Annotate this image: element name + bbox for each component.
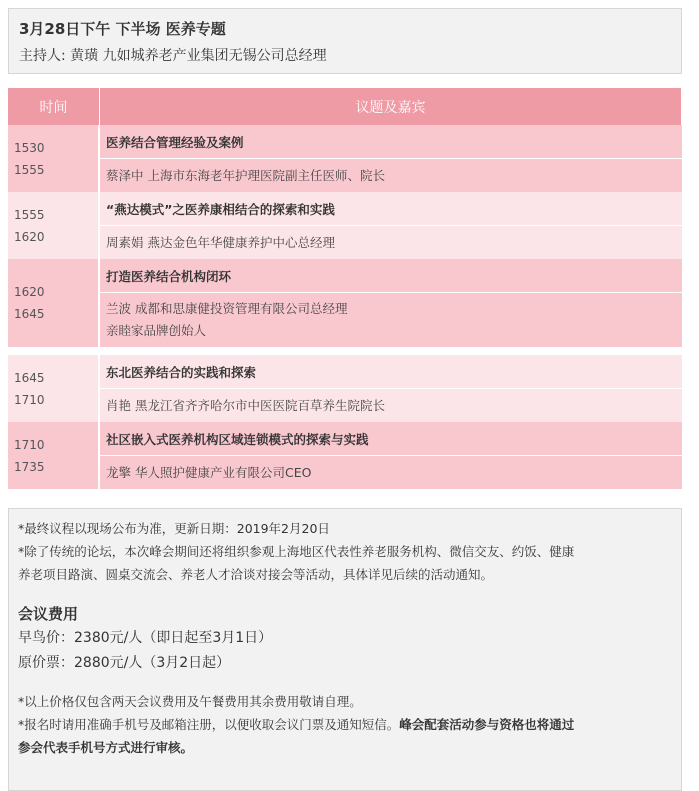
time-cell	[8, 422, 100, 489]
fee-regular: 原价票：2880元/人（3月2日起）	[18, 655, 231, 671]
time-cell	[8, 259, 100, 347]
speaker-cell: 龙擎 华人照护健康产业有限公司CEO	[100, 456, 682, 489]
agenda-row	[8, 355, 682, 389]
fee-heading: 会议费用	[18, 605, 79, 623]
note-registration-line1	[18, 713, 672, 736]
time-end: 1735	[14, 459, 45, 474]
agenda-row	[8, 125, 682, 159]
agenda-speaker-row	[8, 389, 682, 422]
time-start: 1530	[14, 140, 45, 155]
column-header-topic: 议题及嘉宾	[100, 88, 682, 125]
speaker-line: 兰波 成都和思康健投资管理有限公司总经理	[106, 301, 348, 316]
topic-cell: 打造医养结合机构闭环	[100, 259, 682, 293]
column-header-time: 时间	[8, 88, 100, 125]
agenda-speaker-row	[8, 293, 682, 347]
note-activities-line2: 养老项目路演、圆桌交流会、养老人才洽谈对接会等活动，具体详见后续的活动通知。	[18, 567, 494, 582]
agenda-table	[8, 88, 682, 489]
time-start: 1645	[14, 370, 45, 385]
time-end: 1620	[14, 229, 45, 244]
agenda-row	[8, 192, 682, 226]
speaker-cell: 蔡泽中 上海市东海老年护理医院副主任医师、院长	[100, 159, 682, 192]
speaker-cell: 周素娟 燕达金色年华健康养护中心总经理	[100, 226, 682, 259]
note-price-scope: *以上价格仅包含两天会议费用及午餐费用其余费用敬请自理。	[18, 694, 362, 709]
session-host: 主持人: 黄璜 九如城养老产业集团无锡公司总经理	[19, 48, 327, 64]
time-start: 1555	[14, 207, 45, 222]
fee-early-bird: 早鸟价：2380元/人（即日起至3月1日）	[18, 630, 273, 646]
topic-cell: 医养结合管理经验及案例	[100, 125, 682, 159]
speaker-line: 亲睦家品牌创始人	[106, 323, 207, 338]
topic-cell: 东北医养结合的实践和探索	[100, 355, 682, 389]
session-title: 3月28日下午 下半场 医养专题	[19, 20, 226, 38]
time-cell	[8, 125, 100, 192]
speaker-cell	[100, 293, 682, 347]
note-registration-bold: 峰会配套活动参与资格也将通过	[399, 717, 575, 732]
note-registration-bold-2: 参会代表手机号方式进行审核。	[18, 740, 194, 755]
agenda-speaker-row	[8, 226, 682, 259]
topic-cell: 社区嵌入式医养机构区域连锁模式的探索与实践	[100, 422, 682, 456]
agenda-speaker-row	[8, 159, 682, 192]
time-start: 1620	[14, 285, 45, 299]
agenda-row	[8, 259, 682, 293]
note-activities-line1: *除了传统的论坛，本次峰会期间还将组织参观上海地区代表性养老服务机构、微信交友、约饭、健康	[18, 544, 575, 559]
session-header	[8, 8, 682, 74]
notes-panel	[8, 508, 682, 791]
agenda-row	[8, 422, 682, 456]
note-registration-text: *报名时请用准确手机号及邮箱注册，以便收取会议门票及通知短信。	[18, 717, 400, 732]
time-cell	[8, 192, 100, 259]
time-end: 1555	[14, 162, 45, 177]
note-update-date: *最终议程以现场公布为准，更新日期：2019年2月20日	[18, 521, 330, 536]
agenda-header-row	[8, 88, 682, 125]
agenda-speaker-row	[8, 456, 682, 489]
time-cell	[8, 355, 100, 422]
time-end: 1710	[14, 392, 45, 407]
row-spacer	[8, 347, 682, 355]
topic-cell: “燕达模式”之医养康相结合的探索和实践	[100, 192, 682, 226]
time-end: 1645	[14, 307, 45, 321]
note-registration-line2	[18, 736, 672, 759]
speaker-cell: 肖艳 黑龙江省齐齐哈尔市中医医院百草养生院院长	[100, 389, 682, 422]
time-start: 1710	[14, 437, 45, 452]
